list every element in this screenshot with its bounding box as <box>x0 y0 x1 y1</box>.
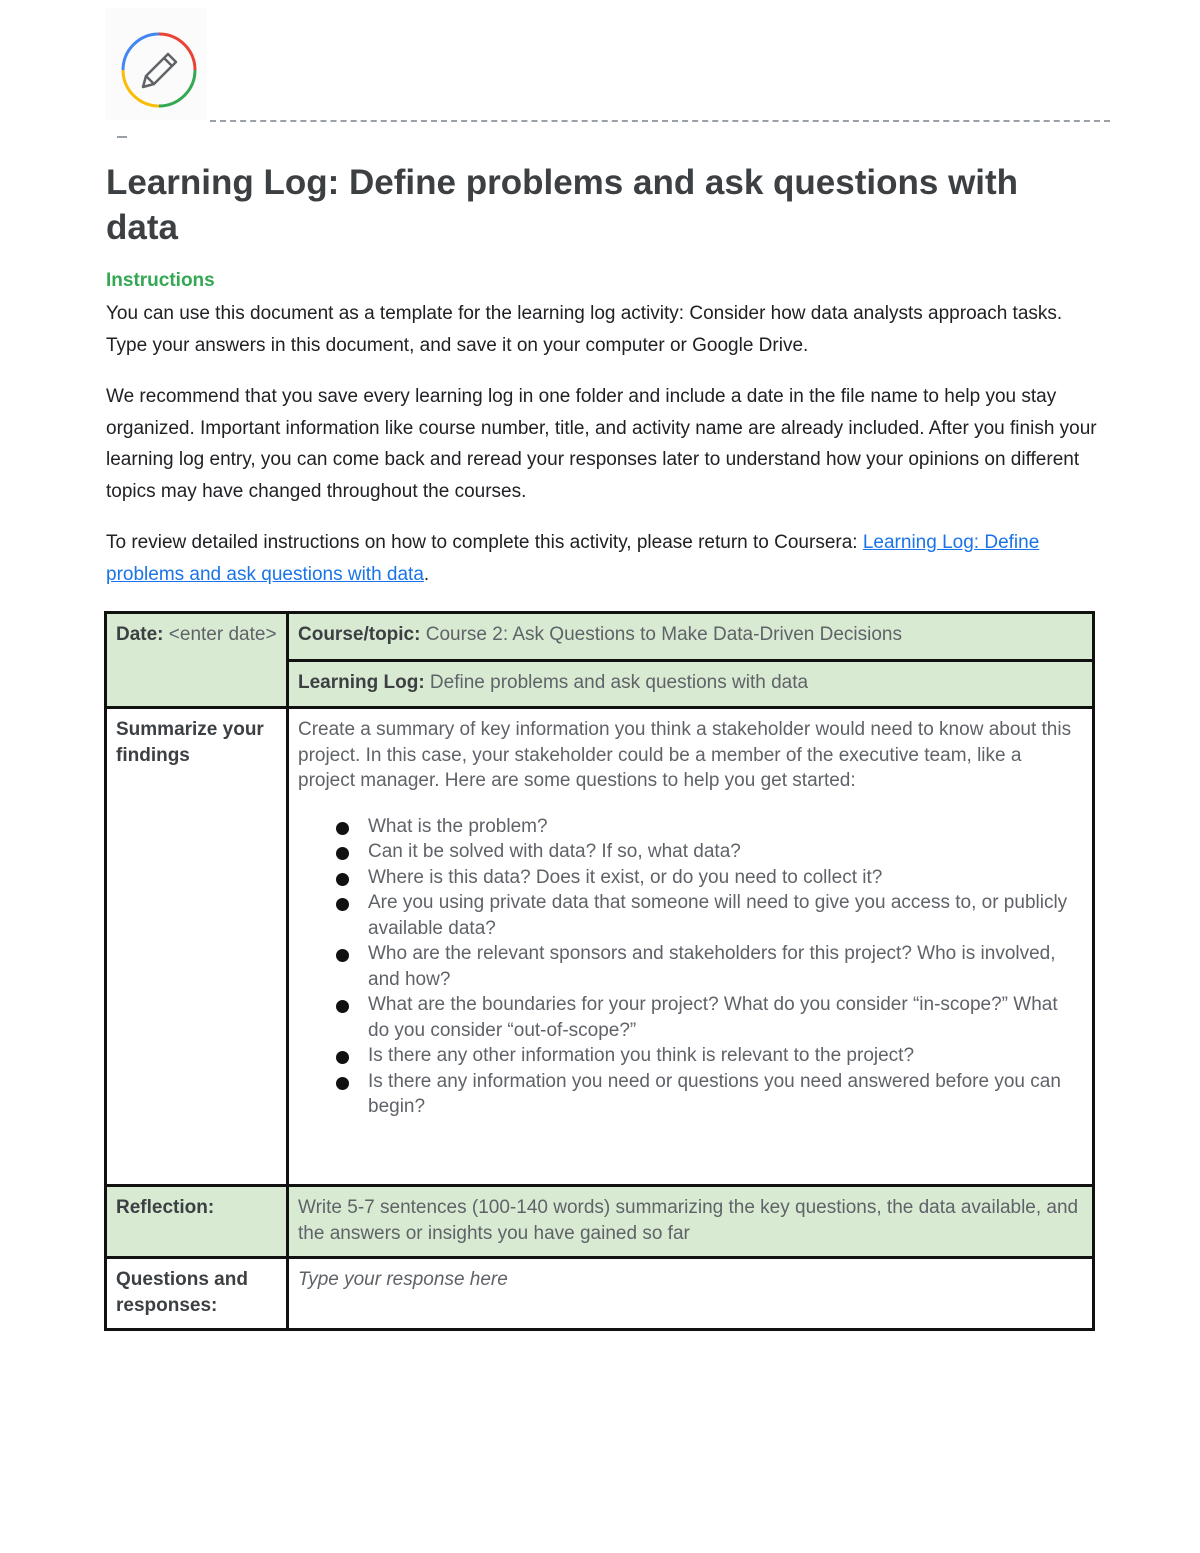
header-divider-tail <box>117 136 127 138</box>
log-label: Learning Log: <box>298 672 425 693</box>
summary-cell[interactable] <box>288 708 1094 1186</box>
logo <box>105 8 207 120</box>
list-item: Can it be solved with data? If so, what data? <box>368 839 1083 865</box>
instructions-paragraph-1: You can use this document as a template for the learning log activity: Consider how data analysts approach tasks. Type your answers in this document, and save it on your computer or Google Drive. <box>106 303 1063 356</box>
response-field[interactable]: Type your response here <box>288 1258 1094 1330</box>
date-label: Date: <box>116 624 164 645</box>
log-title-cell <box>288 661 1094 708</box>
reflection-cell: Write 5-7 sentences (100-140 words) summarizing the key questions, the data available, and the answers or insights you have gained so far <box>288 1186 1094 1258</box>
reflection-label-cell <box>106 1186 288 1258</box>
qa-label: Questions and responses: <box>116 1269 248 1316</box>
summary-label-cell <box>106 708 288 1186</box>
header-divider <box>210 120 1110 122</box>
course-label: Course/topic: <box>298 624 421 645</box>
list-item: Who are the relevant sponsors and stakeholders for this project? Who is involved, and how? <box>368 941 1083 992</box>
list-item: Is there any other information you think is relevant to the project? <box>368 1043 1083 1069</box>
date-cell[interactable] <box>106 613 288 708</box>
instructions-paragraph-3 <box>106 527 1106 590</box>
page-title: Learning Log: Define problems and ask questions with data <box>106 163 1019 247</box>
instructions-heading: Instructions <box>106 270 215 291</box>
list-item: What is the problem? <box>368 814 1083 840</box>
list-item: What are the boundaries for your project? What do you consider “in-scope?” What do you consider “out-of-scope?” <box>368 992 1083 1043</box>
pencil-icon <box>121 32 197 108</box>
learning-log-table <box>104 611 1095 1331</box>
date-value: <enter date> <box>163 624 277 645</box>
summary-intro: Create a summary of key information you think a stakeholder would need to know about this project. In this case, your stakeholder could be a member of the executive team, like a project manager. Here are some questions to help you get started: <box>298 719 1072 791</box>
list-item: Are you using private data that someone will need to give you access to, or publicly available data? <box>368 890 1083 941</box>
list-item: Is there any information you need or questions you need answered before you can begin? <box>368 1069 1083 1120</box>
instructions-paragraph-2: We recommend that you save every learning log in one folder and include a date in the file name to help you stay organized. Important information like course number, title, and activity name are already included. After you finish your learning log entry, you can come back and reread your responses later to understand how your opinions on different topics may have changed throughout the courses. <box>106 386 1097 502</box>
qa-label-cell <box>106 1258 288 1330</box>
guiding-questions-list <box>298 814 1083 1120</box>
list-item: Where is this data? Does it exist, or do you need to collect it? <box>368 865 1083 891</box>
course-value: Course 2: Ask Questions to Make Data-Driven Decisions <box>420 624 902 645</box>
course-cell <box>288 613 1094 661</box>
reflection-label: Reflection: <box>116 1197 215 1218</box>
coursera-activity-link[interactable]: Learning Log: Define problems and ask questions with data <box>106 532 1040 585</box>
period: . <box>423 563 430 585</box>
coursera-text: To review detailed instructions on how to complete this activity, please return to Coursera: <box>106 532 863 553</box>
log-value: Define problems and ask questions with data <box>424 672 809 693</box>
summary-label: Summarize your findings <box>116 719 264 766</box>
